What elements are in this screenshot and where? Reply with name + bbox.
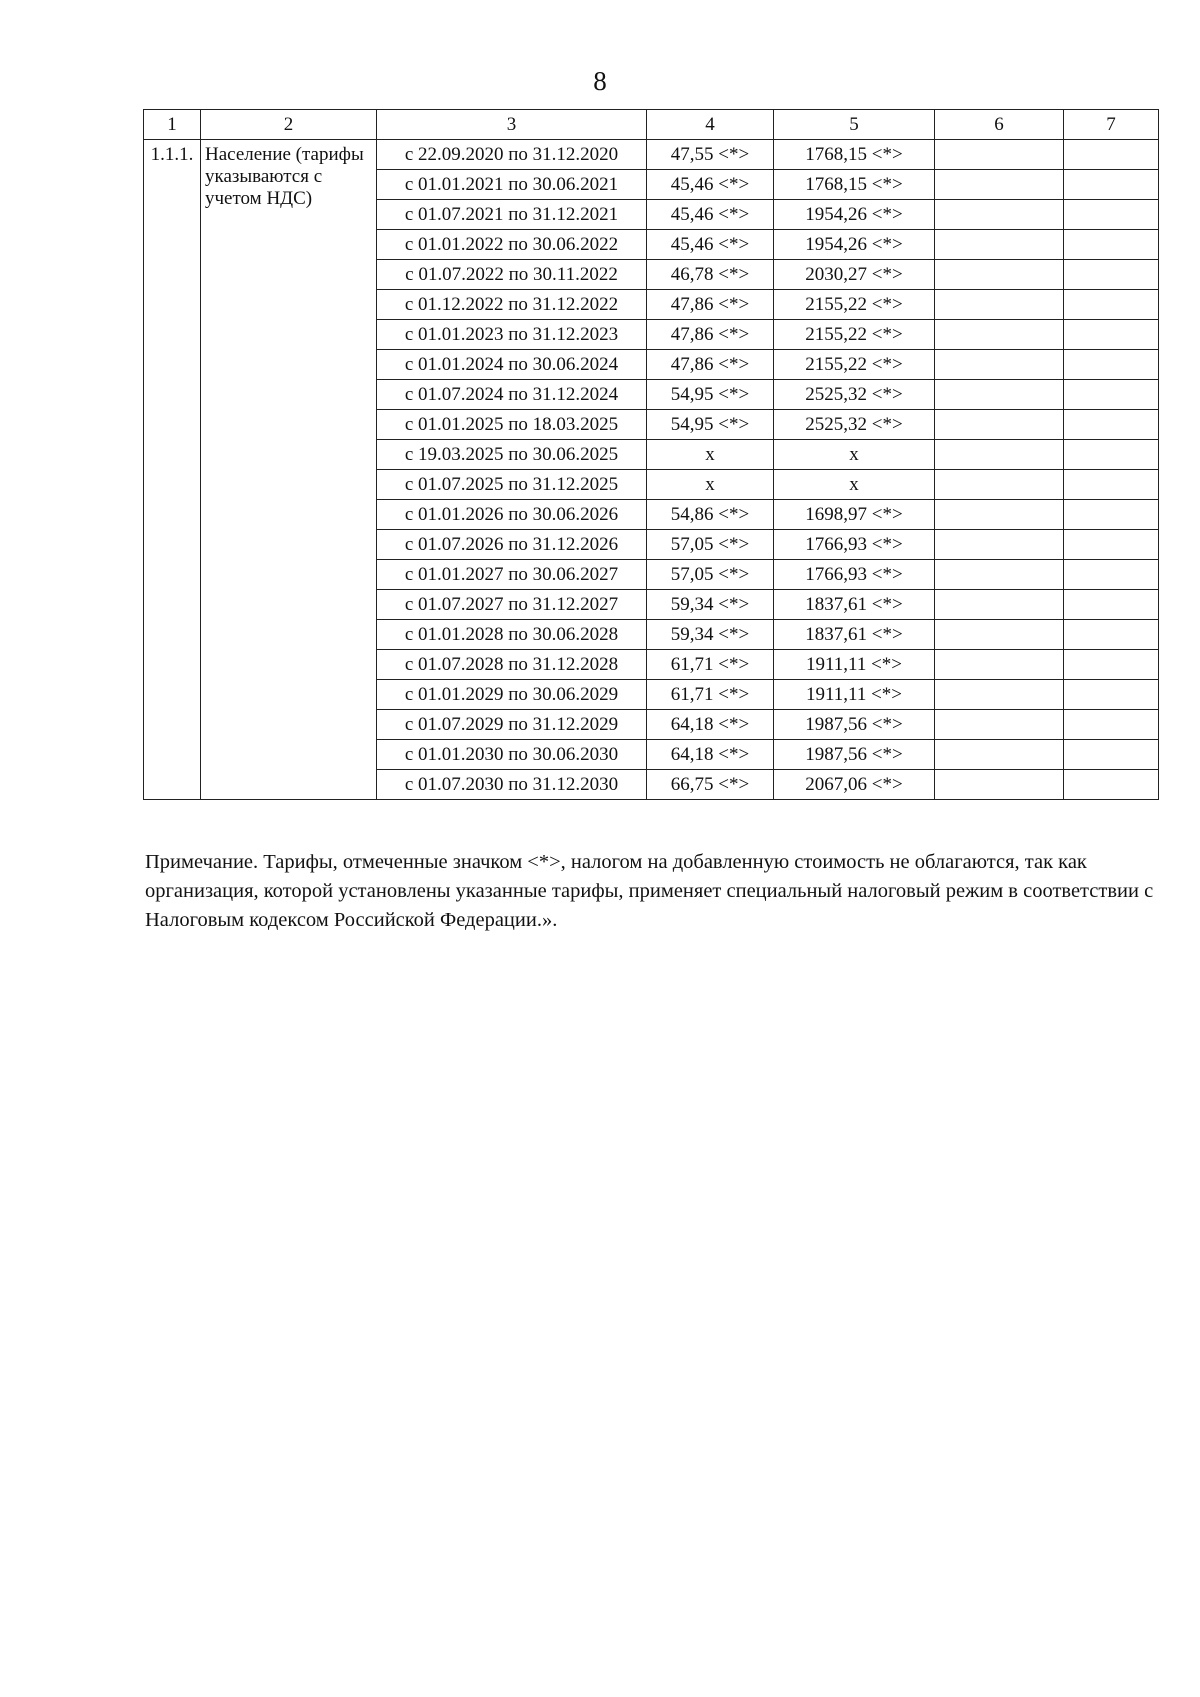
tariff-col5-cell: 1954,26 <*> — [774, 230, 935, 260]
column-header: 6 — [935, 110, 1064, 140]
tariff-col5-cell: 1768,15 <*> — [774, 170, 935, 200]
table-row — [144, 140, 1159, 170]
tariff-col4-cell: 61,71 <*> — [647, 680, 774, 710]
col7-cell — [1064, 500, 1159, 530]
col6-cell — [935, 320, 1064, 350]
col6-cell — [935, 440, 1064, 470]
tariff-col5-cell: 1768,15 <*> — [774, 140, 935, 170]
tariff-col4-cell: 57,05 <*> — [647, 560, 774, 590]
tariff-col4-cell: x — [647, 440, 774, 470]
tariff-col5-cell: 2067,06 <*> — [774, 770, 935, 800]
period-cell: с 01.01.2022 по 30.06.2022 — [377, 230, 647, 260]
tariff-col5-cell: 2525,32 <*> — [774, 410, 935, 440]
period-cell: с 01.01.2024 по 30.06.2024 — [377, 350, 647, 380]
col7-cell — [1064, 140, 1159, 170]
col6-cell — [935, 620, 1064, 650]
col7-cell — [1064, 260, 1159, 290]
col6-cell — [935, 740, 1064, 770]
tariff-col5-cell: 1766,93 <*> — [774, 530, 935, 560]
column-header: 2 — [201, 110, 377, 140]
col7-cell — [1064, 590, 1159, 620]
period-cell: с 01.07.2024 по 31.12.2024 — [377, 380, 647, 410]
col6-cell — [935, 140, 1064, 170]
col6-cell — [935, 710, 1064, 740]
period-cell: с 01.07.2027 по 31.12.2027 — [377, 590, 647, 620]
tariff-col4-cell: 59,34 <*> — [647, 590, 774, 620]
col6-cell — [935, 230, 1064, 260]
tariff-col5-cell: 1837,61 <*> — [774, 620, 935, 650]
tariff-col4-cell: 47,86 <*> — [647, 320, 774, 350]
period-cell: с 01.07.2022 по 30.11.2022 — [377, 260, 647, 290]
col7-cell — [1064, 650, 1159, 680]
tariff-col4-cell: 66,75 <*> — [647, 770, 774, 800]
col7-cell — [1064, 740, 1159, 770]
consumer-category: Население (тарифы указываются с учетом НДС) — [201, 140, 377, 800]
tariff-col4-cell: 46,78 <*> — [647, 260, 774, 290]
col6-cell — [935, 650, 1064, 680]
tariff-col5-cell: 1766,93 <*> — [774, 560, 935, 590]
period-cell: с 01.12.2022 по 31.12.2022 — [377, 290, 647, 320]
col7-cell — [1064, 200, 1159, 230]
tariff-col5-cell: 1987,56 <*> — [774, 710, 935, 740]
period-cell: с 01.07.2030 по 31.12.2030 — [377, 770, 647, 800]
tariff-col5-cell: 2155,22 <*> — [774, 320, 935, 350]
period-cell: с 19.03.2025 по 30.06.2025 — [377, 440, 647, 470]
col7-cell — [1064, 530, 1159, 560]
tariff-col5-cell: x — [774, 470, 935, 500]
col6-cell — [935, 530, 1064, 560]
column-header: 3 — [377, 110, 647, 140]
col7-cell — [1064, 440, 1159, 470]
tariff-col4-cell: 64,18 <*> — [647, 740, 774, 770]
tariff-col4-cell: 54,95 <*> — [647, 410, 774, 440]
period-cell: с 01.01.2025 по 18.03.2025 — [377, 410, 647, 440]
col7-cell — [1064, 320, 1159, 350]
col6-cell — [935, 170, 1064, 200]
col6-cell — [935, 260, 1064, 290]
page-number: 8 — [593, 66, 607, 96]
tariff-col4-cell: 45,46 <*> — [647, 170, 774, 200]
tariff-col5-cell: 1987,56 <*> — [774, 740, 935, 770]
tariff-col5-cell: 1954,26 <*> — [774, 200, 935, 230]
col7-cell — [1064, 410, 1159, 440]
col7-cell — [1064, 350, 1159, 380]
header-row — [144, 110, 1159, 140]
tariff-col4-cell: 54,95 <*> — [647, 380, 774, 410]
tariff-col4-cell: x — [647, 470, 774, 500]
tariff-col4-cell: 45,46 <*> — [647, 200, 774, 230]
col7-cell — [1064, 230, 1159, 260]
period-cell: с 01.07.2029 по 31.12.2029 — [377, 710, 647, 740]
period-cell: с 01.07.2026 по 31.12.2026 — [377, 530, 647, 560]
col6-cell — [935, 200, 1064, 230]
tariff-col4-cell: 54,86 <*> — [647, 500, 774, 530]
col6-cell — [935, 290, 1064, 320]
column-header: 4 — [647, 110, 774, 140]
col6-cell — [935, 590, 1064, 620]
col6-cell — [935, 770, 1064, 800]
tariff-table — [143, 109, 1159, 800]
footnote: Примечание. Тарифы, отмеченные значком <*>, налогом на добавленную стоимость не облагаются, так как организация, которой установлены указанные тарифы, применяет специальный налоговый режим в соответствии с Налоговым кодексом Российской Федерации.». — [145, 851, 1154, 931]
tariff-col5-cell: 1911,11 <*> — [774, 680, 935, 710]
col6-cell — [935, 500, 1064, 530]
col6-cell — [935, 560, 1064, 590]
column-header: 5 — [774, 110, 935, 140]
period-cell: с 01.07.2025 по 31.12.2025 — [377, 470, 647, 500]
tariff-col5-cell: 2155,22 <*> — [774, 290, 935, 320]
col7-cell — [1064, 560, 1159, 590]
tariff-col5-cell: 1698,97 <*> — [774, 500, 935, 530]
tariff-col5-cell: 2525,32 <*> — [774, 380, 935, 410]
tariff-col4-cell: 45,46 <*> — [647, 230, 774, 260]
tariff-col5-cell: 2030,27 <*> — [774, 260, 935, 290]
tariff-col4-cell: 61,71 <*> — [647, 650, 774, 680]
col7-cell — [1064, 620, 1159, 650]
tariff-col4-cell: 47,86 <*> — [647, 290, 774, 320]
col6-cell — [935, 410, 1064, 440]
col7-cell — [1064, 710, 1159, 740]
tariff-col4-cell: 47,55 <*> — [647, 140, 774, 170]
period-cell: с 01.01.2023 по 31.12.2023 — [377, 320, 647, 350]
col7-cell — [1064, 380, 1159, 410]
tariff-col5-cell: 1911,11 <*> — [774, 650, 935, 680]
col7-cell — [1064, 290, 1159, 320]
col6-cell — [935, 350, 1064, 380]
period-cell: с 01.01.2021 по 30.06.2021 — [377, 170, 647, 200]
column-header: 1 — [144, 110, 201, 140]
period-cell: с 01.01.2029 по 30.06.2029 — [377, 680, 647, 710]
tariff-col5-cell: 1837,61 <*> — [774, 590, 935, 620]
col7-cell — [1064, 170, 1159, 200]
col6-cell — [935, 680, 1064, 710]
item-number: 1.1.1. — [144, 140, 201, 800]
tariff-col4-cell: 47,86 <*> — [647, 350, 774, 380]
col7-cell — [1064, 770, 1159, 800]
period-cell: с 01.01.2030 по 30.06.2030 — [377, 740, 647, 770]
column-header: 7 — [1064, 110, 1159, 140]
col6-cell — [935, 380, 1064, 410]
col7-cell — [1064, 680, 1159, 710]
tariff-col4-cell: 59,34 <*> — [647, 620, 774, 650]
col7-cell — [1064, 470, 1159, 500]
period-cell: с 01.01.2028 по 30.06.2028 — [377, 620, 647, 650]
period-cell: с 01.01.2026 по 30.06.2026 — [377, 500, 647, 530]
period-cell: с 01.07.2028 по 31.12.2028 — [377, 650, 647, 680]
period-cell: с 22.09.2020 по 31.12.2020 — [377, 140, 647, 170]
period-cell: с 01.07.2021 по 31.12.2021 — [377, 200, 647, 230]
tariff-col5-cell: x — [774, 440, 935, 470]
tariff-col4-cell: 64,18 <*> — [647, 710, 774, 740]
col6-cell — [935, 470, 1064, 500]
tariff-col5-cell: 2155,22 <*> — [774, 350, 935, 380]
period-cell: с 01.01.2027 по 30.06.2027 — [377, 560, 647, 590]
tariff-col4-cell: 57,05 <*> — [647, 530, 774, 560]
